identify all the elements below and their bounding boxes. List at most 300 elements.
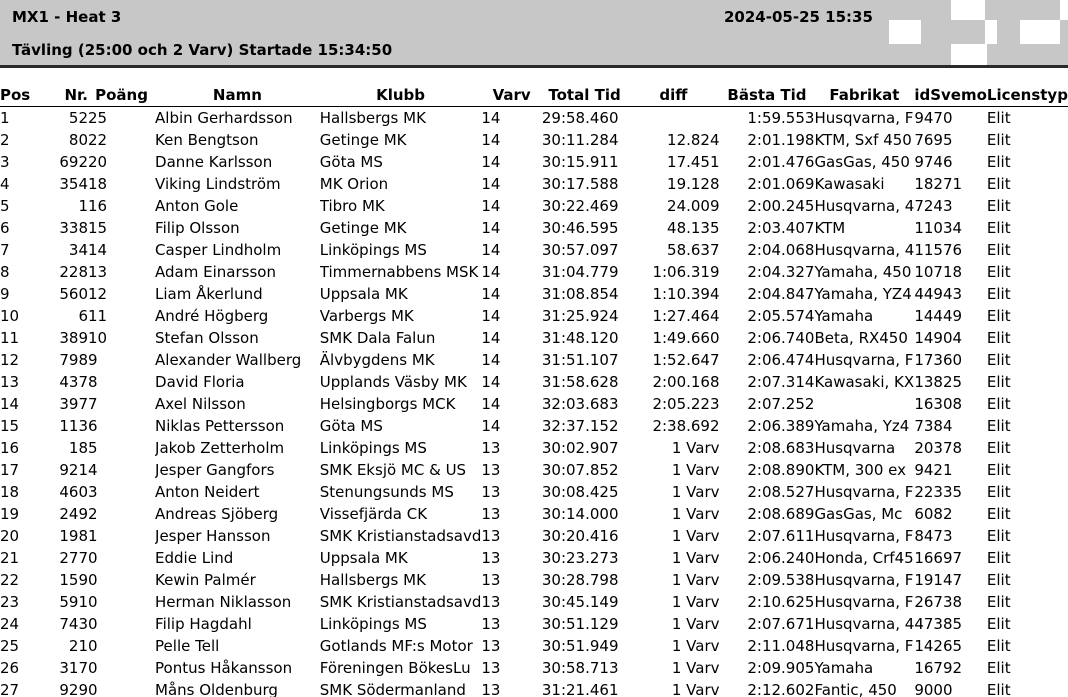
cell-klubb: Getinge MK (319, 131, 407, 149)
cell-klubb: Hallsbergs MK (319, 571, 426, 589)
cell-varv: 14 (481, 417, 501, 435)
cell-pos: 13 (0, 373, 20, 391)
cell-idsvemo: 7243 (914, 197, 953, 215)
cell-licenstyp: Elit (986, 131, 1011, 149)
cell-varv: 14 (481, 131, 501, 149)
column-header-fabrikat: Fabrikat (814, 84, 914, 107)
column-header-diff: diff (627, 84, 719, 107)
cell-basta-tid: 2:08.689 (747, 505, 815, 523)
cell-licenstyp: Elit (986, 439, 1011, 457)
cell-licenstyp: Elit (986, 505, 1011, 523)
cell-total-tid: 32:37.152 (541, 417, 619, 435)
cell-fabrikat: Fantic, 450 (814, 681, 897, 697)
cell-klubb: Hallsbergs MK (319, 109, 426, 127)
cell-klubb: Getinge MK (319, 219, 407, 237)
results-table (0, 84, 1068, 697)
cell-fabrikat: Husqvarna, 4 (814, 197, 915, 215)
cell-pos: 27 (0, 681, 20, 697)
cell-fabrikat: Husqvarna, 4 (814, 241, 915, 259)
cell-diff: 2:05.223 (652, 395, 720, 413)
table-row (0, 437, 1068, 459)
cell-idsvemo: 13825 (914, 373, 963, 391)
cell-nr: 113 (59, 417, 88, 435)
cell-total-tid: 30:51.129 (541, 615, 619, 633)
cell-fabrikat: Yamaha, YZ4 (814, 285, 912, 303)
cell-poang: 15 (88, 219, 108, 237)
table-row (0, 393, 1068, 415)
cell-nr: 354 (59, 175, 88, 193)
cell-nr: 317 (59, 659, 88, 677)
cell-idsvemo: 9421 (914, 461, 953, 479)
cell-varv: 14 (481, 351, 501, 369)
table-row (0, 173, 1068, 195)
cell-licenstyp: Elit (986, 395, 1011, 413)
cell-licenstyp: Elit (986, 109, 1011, 127)
cell-idsvemo: 7695 (914, 131, 953, 149)
cell-basta-tid: 2:07.314 (747, 373, 815, 391)
table-row (0, 679, 1068, 697)
cell-basta-tid: 2:06.240 (747, 549, 815, 567)
cell-basta-tid: 2:03.407 (747, 219, 815, 237)
cell-total-tid: 30:23.273 (541, 549, 619, 567)
cell-idsvemo: 9746 (914, 153, 953, 171)
cell-nr: 277 (59, 549, 88, 567)
cell-namn: David Floria (155, 373, 245, 391)
cell-klubb: Gotlands MF:s Motor (319, 637, 473, 655)
cell-basta-tid: 2:04.327 (747, 263, 815, 281)
cell-total-tid: 30:07.852 (541, 461, 619, 479)
cell-poang: 2 (88, 505, 98, 523)
cell-fabrikat: Husqvarna, F (814, 637, 914, 655)
cell-fabrikat: Honda, Crf45 (814, 549, 914, 567)
cell-nr: 560 (59, 285, 88, 303)
cell-namn: Stefan Olsson (155, 329, 259, 347)
cell-namn: Ken Bengtson (155, 131, 259, 149)
cell-varv: 14 (481, 329, 501, 347)
cell-namn: Pelle Tell (155, 637, 220, 655)
cell-basta-tid: 2:09.905 (747, 659, 815, 677)
cell-total-tid: 30:08.425 (541, 483, 619, 501)
cell-idsvemo: 16792 (914, 659, 963, 677)
cell-pos: 1 (0, 109, 10, 127)
cell-poang: 7 (88, 395, 98, 413)
cell-nr: 21 (68, 637, 88, 655)
column-header-total-tid: Total Tid (542, 84, 627, 107)
cell-basta-tid: 2:08.527 (747, 483, 815, 501)
cell-licenstyp: Elit (986, 351, 1011, 369)
table-row (0, 261, 1068, 283)
cell-total-tid: 30:15.911 (541, 153, 619, 171)
cell-nr: 228 (59, 263, 88, 281)
cell-klubb: SMK Kristianstadsavd (319, 527, 482, 545)
cell-klubb: Linköpings MS (319, 241, 427, 259)
cell-klubb: MK Orion (319, 175, 389, 193)
table-row (0, 591, 1068, 613)
cell-basta-tid: 2:06.474 (747, 351, 815, 369)
cell-nr: 198 (59, 527, 88, 545)
cell-diff: 1 Varv (671, 615, 720, 633)
cell-namn: Jesper Gangfors (155, 461, 275, 479)
cell-nr: 743 (59, 615, 88, 633)
cell-fabrikat: KTM, 300 ex (814, 461, 906, 479)
cell-idsvemo: 19147 (914, 571, 963, 589)
cell-licenstyp: Elit (986, 285, 1011, 303)
cell-licenstyp: Elit (986, 681, 1011, 697)
column-header-namn: Namn (155, 84, 320, 107)
cell-licenstyp: Elit (986, 153, 1011, 171)
cell-nr: 389 (59, 329, 88, 347)
cell-idsvemo: 18271 (914, 175, 963, 193)
cell-diff: 1 Varv (671, 439, 720, 457)
cell-poang: 0 (88, 593, 98, 611)
table-row (0, 459, 1068, 481)
cell-varv: 14 (481, 285, 501, 303)
cell-diff: 24.009 (667, 197, 720, 215)
cell-nr: 249 (59, 505, 88, 523)
cell-total-tid: 31:51.107 (541, 351, 619, 369)
cell-total-tid: 30:14.000 (541, 505, 619, 523)
cell-pos: 17 (0, 461, 20, 479)
cell-varv: 13 (481, 549, 501, 567)
cell-varv: 13 (481, 593, 501, 611)
cell-poang: 18 (88, 175, 108, 193)
cell-klubb: SMK Kristianstadsavd (319, 593, 482, 611)
cell-idsvemo: 22335 (914, 483, 963, 501)
cell-klubb: Uppsala MK (319, 549, 408, 567)
results-header (0, 0, 1068, 68)
cell-varv: 14 (481, 307, 501, 325)
cell-diff: 1 Varv (671, 461, 720, 479)
cell-klubb: Stenungsunds MS (319, 483, 454, 501)
cell-idsvemo: 9000 (914, 681, 953, 697)
cell-pos: 4 (0, 175, 10, 193)
event-datetime: 2024-05-25 15:35 (724, 8, 873, 26)
cell-poang: 14 (88, 241, 108, 259)
table-header-row (0, 84, 1068, 107)
cell-total-tid: 29:58.460 (541, 109, 619, 127)
cell-namn: Danne Karlsson (155, 153, 273, 171)
cell-idsvemo: 26738 (914, 593, 963, 611)
cell-varv: 13 (481, 505, 501, 523)
cell-varv: 14 (481, 175, 501, 193)
cell-licenstyp: Elit (986, 307, 1011, 325)
table-row (0, 569, 1068, 591)
cell-idsvemo: 11034 (914, 219, 963, 237)
cell-fabrikat: Yamaha (814, 659, 874, 677)
cell-poang: 9 (88, 351, 98, 369)
table-row (0, 525, 1068, 547)
cell-total-tid: 30:02.907 (541, 439, 619, 457)
cell-licenstyp: Elit (986, 241, 1011, 259)
cell-fabrikat: Husqvarna, F (814, 593, 914, 611)
cell-poang: 0 (88, 549, 98, 567)
cell-nr: 52 (68, 109, 88, 127)
cell-pos: 18 (0, 483, 20, 501)
results-body (0, 107, 1068, 697)
cell-fabrikat: Husqvarna, F (814, 109, 914, 127)
cell-total-tid: 31:58.628 (541, 373, 619, 391)
cell-nr: 80 (68, 131, 88, 149)
cell-varv: 14 (481, 395, 501, 413)
cell-varv: 14 (481, 219, 501, 237)
cell-idsvemo: 17360 (914, 351, 963, 369)
cell-diff: 2:00.168 (652, 373, 720, 391)
cell-diff: 58.637 (667, 241, 720, 259)
cell-total-tid: 30:20.416 (541, 527, 619, 545)
table-row (0, 657, 1068, 679)
cell-idsvemo: 14904 (914, 329, 963, 347)
cell-varv: 14 (481, 109, 501, 127)
cell-idsvemo: 20378 (914, 439, 963, 457)
cell-idsvemo: 9470 (914, 109, 953, 127)
cell-diff: 1 Varv (671, 483, 720, 501)
cell-nr: 798 (59, 351, 88, 369)
table-row (0, 349, 1068, 371)
cell-poang: 12 (88, 285, 108, 303)
cell-nr: 692 (59, 153, 88, 171)
cell-basta-tid: 2:09.538 (747, 571, 815, 589)
cell-idsvemo: 11576 (914, 241, 963, 259)
cell-pos: 22 (0, 571, 20, 589)
cell-varv: 14 (481, 241, 501, 259)
cell-pos: 24 (0, 615, 20, 633)
cell-fabrikat: Husqvarna, F (814, 571, 914, 589)
cell-poang: 20 (88, 153, 108, 171)
cell-diff: 1 Varv (671, 681, 720, 697)
cell-basta-tid: 2:08.683 (747, 439, 815, 457)
cell-licenstyp: Elit (986, 637, 1011, 655)
table-row (0, 371, 1068, 393)
table-row (0, 107, 1068, 130)
cell-licenstyp: Elit (986, 263, 1011, 281)
cell-diff: 19.128 (667, 175, 720, 193)
cell-nr: 1 (78, 197, 88, 215)
cell-pos: 25 (0, 637, 20, 655)
cell-basta-tid: 2:04.847 (747, 285, 815, 303)
cell-namn: Niklas Pettersson (155, 417, 285, 435)
cell-diff: 48.135 (667, 219, 720, 237)
cell-namn: Axel Nilsson (155, 395, 246, 413)
cell-fabrikat: Husqvarna, F (814, 351, 914, 369)
cell-klubb: Uppsala MK (319, 285, 408, 303)
cell-nr: 34 (68, 241, 88, 259)
cell-klubb: Föreningen BökesLu (319, 659, 471, 677)
cell-namn: Jakob Zetterholm (155, 439, 285, 457)
cell-pos: 11 (0, 329, 20, 347)
cell-klubb: Helsingborgs MCK (319, 395, 456, 413)
cell-basta-tid: 2:01.198 (747, 131, 815, 149)
cell-total-tid: 31:04.779 (541, 263, 619, 281)
table-row (0, 305, 1068, 327)
cell-basta-tid: 1:59.553 (747, 109, 815, 127)
cell-namn: Anton Neidert (155, 483, 260, 501)
cell-pos: 7 (0, 241, 10, 259)
cell-basta-tid: 2:08.890 (747, 461, 815, 479)
cell-namn: André Högberg (155, 307, 269, 325)
cell-pos: 3 (0, 153, 10, 171)
cell-basta-tid: 2:06.389 (747, 417, 815, 435)
cell-basta-tid: 2:07.671 (747, 615, 815, 633)
cell-poang: 16 (88, 197, 108, 215)
cell-klubb: Göta MS (319, 153, 383, 171)
cell-fabrikat: Husqvarna, F (814, 483, 914, 501)
cell-total-tid: 30:57.097 (541, 241, 619, 259)
cell-total-tid: 30:45.149 (541, 593, 619, 611)
cell-licenstyp: Elit (986, 593, 1011, 611)
cell-idsvemo: 8473 (914, 527, 953, 545)
cell-klubb: SMK Eksjö MC & US (319, 461, 467, 479)
cell-diff: 1 Varv (671, 593, 720, 611)
cell-pos: 16 (0, 439, 20, 457)
cell-nr: 460 (59, 483, 88, 501)
cell-klubb: Timmernabbens MSK (319, 263, 479, 281)
cell-licenstyp: Elit (986, 615, 1011, 633)
cell-licenstyp: Elit (986, 659, 1011, 677)
cell-basta-tid: 2:04.068 (747, 241, 815, 259)
table-row (0, 547, 1068, 569)
cell-varv: 13 (481, 615, 501, 633)
cell-idsvemo: 47385 (914, 615, 963, 633)
cell-poang: 0 (88, 681, 98, 697)
cell-varv: 13 (481, 527, 501, 545)
cell-varv: 13 (481, 637, 501, 655)
cell-basta-tid: 2:07.611 (747, 527, 815, 545)
cell-nr: 6 (78, 307, 88, 325)
cell-licenstyp: Elit (986, 461, 1011, 479)
cell-klubb: Tibro MK (319, 197, 385, 215)
cell-poang: 3 (88, 483, 98, 501)
cell-poang: 8 (88, 373, 98, 391)
cell-namn: Måns Oldenburg (155, 681, 278, 697)
cell-diff: 1:27.464 (652, 307, 720, 325)
cell-varv: 13 (481, 659, 501, 677)
table-row (0, 327, 1068, 349)
cell-pos: 15 (0, 417, 20, 435)
cell-diff: 1 Varv (671, 659, 720, 677)
cell-basta-tid: 2:01.476 (747, 153, 815, 171)
column-header-poang: Poäng (88, 84, 155, 107)
cell-total-tid: 31:08.854 (541, 285, 619, 303)
cell-klubb: Göta MS (319, 417, 383, 435)
cell-idsvemo: 14449 (914, 307, 963, 325)
cell-diff: 12.824 (667, 131, 720, 149)
cell-namn: Kewin Palmér (155, 571, 256, 589)
cell-poang: 5 (88, 439, 98, 457)
cell-diff: 1 Varv (671, 549, 720, 567)
cell-nr: 921 (59, 461, 88, 479)
cell-basta-tid: 2:00.245 (747, 197, 815, 215)
cell-namn: Alexander Wallberg (155, 351, 302, 369)
cell-namn: Filip Olsson (155, 219, 240, 237)
cell-pos: 9 (0, 285, 10, 303)
cell-idsvemo: 6082 (914, 505, 953, 523)
cell-namn: Viking Lindström (155, 175, 281, 193)
cell-total-tid: 30:11.284 (541, 131, 619, 149)
cell-fabrikat: Beta, RX450 (814, 329, 908, 347)
column-header-varv: Varv (481, 84, 541, 107)
cell-fabrikat: KTM, Sxf 450 (814, 131, 912, 149)
cell-poang: 11 (88, 307, 108, 325)
cell-nr: 397 (59, 395, 88, 413)
cell-pos: 23 (0, 593, 20, 611)
table-row (0, 129, 1068, 151)
cell-pos: 21 (0, 549, 20, 567)
cell-klubb: SMK Dala Falun (319, 329, 436, 347)
cell-basta-tid: 2:12.602 (747, 681, 815, 697)
cell-licenstyp: Elit (986, 329, 1011, 347)
cell-licenstyp: Elit (986, 483, 1011, 501)
cell-klubb: Älvbygdens MK (319, 351, 435, 369)
cell-namn: Jesper Hansson (155, 527, 271, 545)
cell-diff: 1:06.319 (652, 263, 720, 281)
cell-namn: Andreas Sjöberg (155, 505, 279, 523)
event-title: MX1 - Heat 3 (12, 8, 122, 26)
cell-total-tid: 30:46.595 (541, 219, 619, 237)
cell-varv: 13 (481, 461, 501, 479)
cell-varv: 14 (481, 197, 501, 215)
cell-fabrikat: Yamaha (814, 307, 874, 325)
cell-poang: 25 (88, 109, 108, 127)
cell-licenstyp: Elit (986, 549, 1011, 567)
cell-fabrikat: Yamaha, Yz4 (814, 417, 910, 435)
cell-diff: 1 Varv (671, 527, 720, 545)
cell-pos: 5 (0, 197, 10, 215)
cell-nr: 338 (59, 219, 88, 237)
cell-nr: 437 (59, 373, 88, 391)
cell-pos: 14 (0, 395, 20, 413)
cell-total-tid: 30:58.713 (541, 659, 619, 677)
cell-fabrikat: KTM (814, 219, 846, 237)
table-row (0, 613, 1068, 635)
cell-namn: Filip Hagdahl (155, 615, 252, 633)
cell-fabrikat: Yamaha, 450 (814, 263, 912, 281)
table-row (0, 239, 1068, 261)
cell-basta-tid: 2:06.740 (747, 329, 815, 347)
cell-fabrikat (814, 393, 914, 415)
cell-poang: 0 (88, 659, 98, 677)
cell-poang: 6 (88, 417, 98, 435)
cell-pos: 10 (0, 307, 20, 325)
cell-diff: 1 Varv (671, 637, 720, 655)
cell-licenstyp: Elit (986, 527, 1011, 545)
cell-idsvemo: 16308 (914, 395, 963, 413)
cell-fabrikat: GasGas, 450 (814, 153, 910, 171)
cell-licenstyp: Elit (986, 197, 1011, 215)
table-row (0, 151, 1068, 173)
cell-namn: Anton Gole (155, 197, 239, 215)
cell-idsvemo: 7384 (914, 417, 953, 435)
cell-diff: 1:49.660 (652, 329, 720, 347)
cell-basta-tid: 2:07.252 (747, 395, 815, 413)
cell-basta-tid: 2:01.069 (747, 175, 815, 193)
cell-pos: 12 (0, 351, 20, 369)
cell-idsvemo: 16697 (914, 549, 963, 567)
cell-fabrikat: Kawasaki (814, 175, 885, 193)
cell-poang: 10 (88, 329, 108, 347)
cell-fabrikat: Husqvarna, F (814, 527, 914, 545)
cell-nr: 929 (59, 681, 88, 697)
cell-pos: 20 (0, 527, 20, 545)
column-header-idsvemo: idSvemo (914, 84, 987, 107)
cell-klubb: Vissefjärda CK (319, 505, 428, 523)
cell-total-tid: 30:28.798 (541, 571, 619, 589)
cell-varv: 14 (481, 153, 501, 171)
cell-fabrikat: Husqvarna (814, 439, 896, 457)
table-row (0, 635, 1068, 657)
cell-pos: 6 (0, 219, 10, 237)
cell-poang: 22 (88, 131, 108, 149)
cell-klubb: Varbergs MK (319, 307, 414, 325)
